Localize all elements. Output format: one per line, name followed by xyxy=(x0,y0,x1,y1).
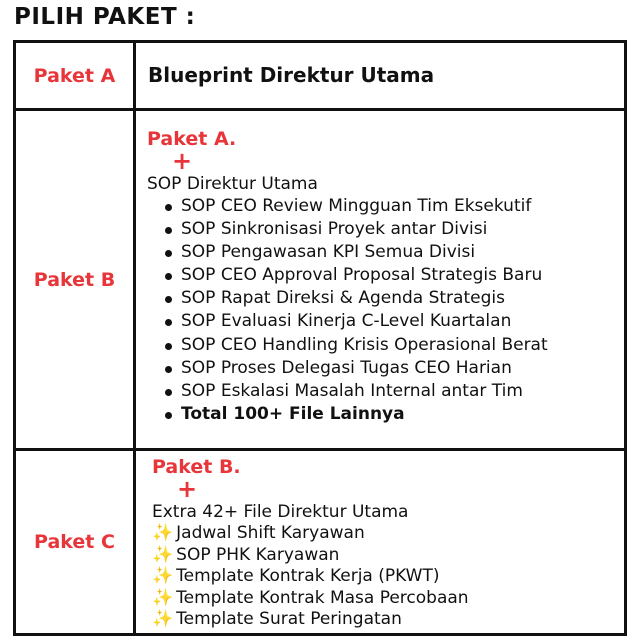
package-label-c: Paket C xyxy=(15,450,135,635)
package-row-c xyxy=(15,450,626,635)
list-item: SOP Evaluasi Kinerja C-Level Kuartalan xyxy=(164,310,624,333)
list-item-label: Template Kontrak Masa Percobaan xyxy=(176,587,469,608)
package-row-b xyxy=(15,110,626,450)
sparkle-icon: ✨ xyxy=(152,609,174,629)
list-item xyxy=(152,545,624,567)
sparkle-icon: ✨ xyxy=(152,566,174,586)
list-item: SOP CEO Handling Krisis Operasional Berat xyxy=(164,334,624,357)
list-item-label: Template Surat Peringatan xyxy=(176,609,402,629)
package-label-b: Paket B xyxy=(15,110,135,450)
package-b-intro: SOP Direktur Utama xyxy=(147,174,318,194)
list-item xyxy=(152,609,624,631)
package-b-includes: Paket A. xyxy=(147,128,237,150)
package-row-a xyxy=(15,42,626,110)
list-item: SOP Rapat Direksi & Agenda Strategis xyxy=(164,287,624,310)
package-content-a xyxy=(135,42,626,110)
package-b-total: Total 100+ File Lainnya xyxy=(164,403,624,426)
list-item: SOP Eskalasi Masalah Internal antar Tim xyxy=(164,380,624,403)
list-item xyxy=(152,566,624,588)
sparkle-icon: ✨ xyxy=(152,587,174,608)
sparkle-icon: ✨ xyxy=(152,544,174,565)
package-label-a: Paket A xyxy=(15,42,135,110)
package-c-includes: Paket B. xyxy=(152,456,241,478)
list-item: SOP Pengawasan KPI Semua Divisi xyxy=(164,241,624,264)
package-a-description: Blueprint Direktur Utama xyxy=(148,63,435,87)
list-item xyxy=(152,523,624,545)
package-content-b xyxy=(135,110,626,450)
package-b-sop-list xyxy=(147,195,624,426)
list-item-label: Template Kontrak Kerja (PKWT) xyxy=(176,566,440,586)
list-item: SOP Proses Delegasi Tugas CEO Harian xyxy=(164,357,624,380)
package-c-intro: Extra 42+ File Direktur Utama xyxy=(152,502,409,522)
package-c-extra-list xyxy=(152,523,624,631)
sparkle-icon: ✨ xyxy=(152,523,174,543)
list-item-label: SOP PHK Karyawan xyxy=(176,544,340,565)
list-item xyxy=(152,588,624,610)
plus-icon: + xyxy=(172,147,193,175)
list-item-label: Jadwal Shift Karyawan xyxy=(176,523,365,543)
list-item: SOP Sinkronisasi Proyek antar Divisi xyxy=(164,218,624,241)
package-content-c xyxy=(135,450,626,635)
list-item: SOP CEO Review Mingguan Tim Eksekutif xyxy=(164,195,624,218)
plus-icon: + xyxy=(177,475,198,503)
list-item: SOP CEO Approval Proposal Strategis Baru xyxy=(164,264,624,287)
package-table xyxy=(13,40,627,636)
page-title: PILIH PAKET : xyxy=(14,4,196,30)
